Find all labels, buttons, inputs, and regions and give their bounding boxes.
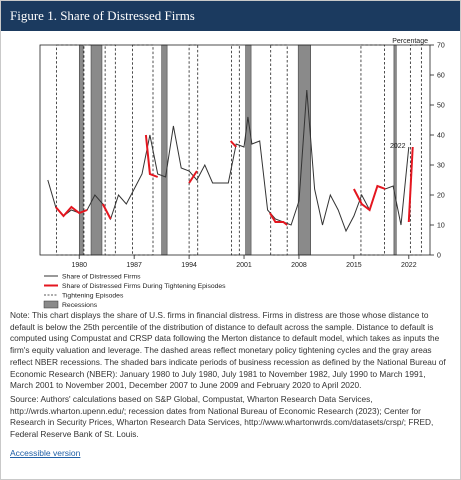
recession-band-1: [91, 45, 102, 255]
legend-label-2: Tightening Episodes: [62, 292, 124, 300]
line-chart: [0, 34, 461, 309]
chart-lines: [48, 90, 413, 231]
tightening-band-3: [133, 45, 153, 255]
y-tick-label-60: 60: [437, 72, 445, 80]
chart-bands: [56, 45, 421, 255]
legend-label-3: Recessions: [62, 302, 98, 309]
legend-swatch-recessions: [44, 301, 58, 308]
title-bar: [1, 1, 460, 31]
y-tick-label-50: 50: [437, 102, 445, 110]
x-tick-label-2001: 2001: [236, 262, 252, 269]
recession-band-5: [394, 45, 396, 255]
x-tick-label-1994: 1994: [181, 262, 197, 269]
tightening-band-7: [361, 45, 385, 255]
chart-source: Source: Authors' calculations based on S&P Global, Compustat, Wharton Research Data Services, http://wrds.wharton.upenn.edu/; recession dates from National Bureau of Economic Research (2023); Center for Research in Security Prices, Wharton Research Data Services, http://www.whartonwrds.com/datasets/crsp/; FRED, Federal Reserve Bank of St. Louis.: [10, 394, 434, 440]
x-tick-label-2022: 2022: [401, 262, 417, 269]
figure-title: Figure 1. Share of Distressed Firms: [10, 8, 195, 23]
y-tick-label-70: 70: [437, 42, 445, 50]
series-tightening-line-5: [270, 213, 287, 225]
series-tightening-line-1: [103, 204, 111, 219]
tightening-band-0: [56, 45, 80, 255]
series-tightening-line-2: [146, 135, 158, 177]
recession-band-4: [298, 45, 311, 255]
chart-legend: [44, 274, 226, 310]
tightening-band-4: [189, 45, 198, 255]
y-axis-label: Percentage: [392, 38, 428, 45]
x-tick-label-1980: 1980: [71, 262, 88, 269]
y-tick-label-20: 20: [437, 192, 445, 200]
chart-note: Note: This chart displays the share of U.S. firms in financial distress. Firms in distress are those whose distance to default is below the 25th percentile of the distribution of distance to default across the sample. Distance to default is computed using Compustat and CRSP data following the Merton distance to default model, which takes as inputs the firm's equity valuation and leverage. The dashed areas reflect monetary policy tightening cycles and the gray areas reflect NBER recessions. The shaded bars indicate periods of business recession as defined by the National Bureau of Economic Research (NBER): January 1980 to July 1980, July 1981 to November 1982, July 1990 to March 1991, March 2001 to November 2001, December 2007 to June 2009 and February 2020 to April 2020.: [10, 310, 446, 391]
series-tightening-line-6: [354, 186, 385, 210]
recession-band-3: [246, 45, 251, 255]
y-tick-label-30: 30: [437, 162, 445, 170]
recession-band-2: [162, 45, 167, 255]
y-tick-label-10: 10: [437, 222, 445, 230]
tightening-band-2: [105, 45, 115, 255]
y-tick-label-40: 40: [437, 132, 445, 140]
legend-label-1: Share of Distressed Firms During Tightening Episodes: [62, 283, 226, 290]
x-tick-label-1987: 1987: [126, 262, 142, 269]
annotation-2022: 2022: [390, 143, 406, 150]
x-tick-label-2008: 2008: [291, 262, 307, 269]
tightening-band-1: [84, 45, 92, 255]
recession-band-0: [79, 45, 83, 255]
y-tick-label-0: 0: [437, 252, 441, 260]
x-tick-label-2015: 2015: [346, 262, 362, 269]
legend-label-0: Share of Distressed Firms: [62, 273, 141, 281]
chart-axes: [71, 43, 444, 270]
accessible-version-link[interactable]: Accessible version: [10, 448, 81, 458]
